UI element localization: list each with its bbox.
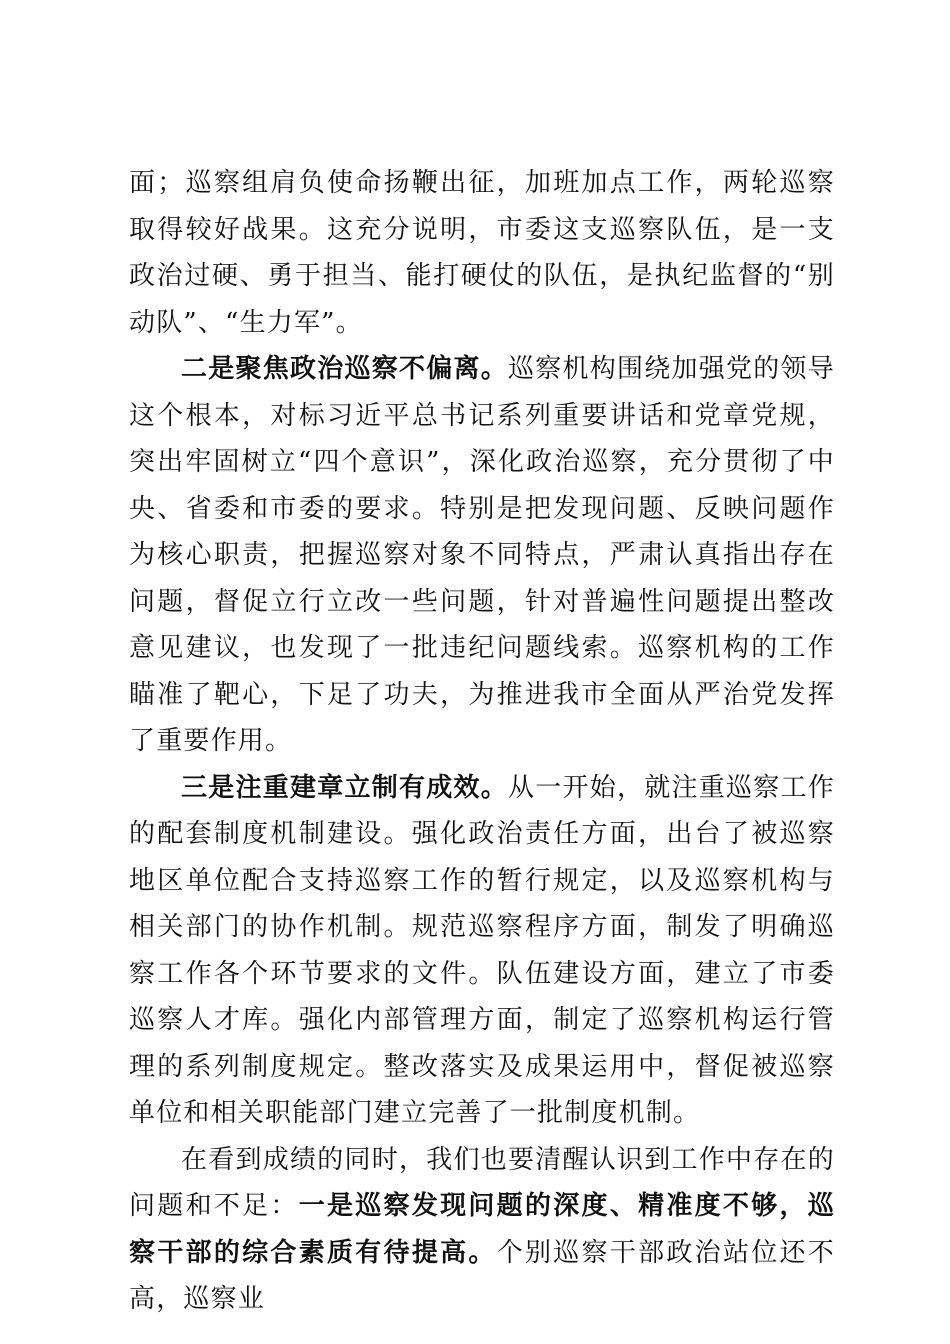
paragraph-heading: 一是巡察发现问题的深度、精准度不够，巡察干部的综合素质有待提高。 (129, 1191, 835, 1268)
paragraph-continuation (129, 160, 835, 346)
paragraph-heading: 三是注重建章立制有成效。 (181, 772, 509, 803)
paragraph-text: 面；巡察组肩负使命扬鞭出征，加班加点工作，两轮巡察取得较好战果。这充分说明，市委这支巡察队伍，是一支政治过硬、勇于担当、能打硬仗的队伍，是执纪监督的“别动队”、“生力军”。 (129, 168, 835, 338)
paragraph-institution-building (129, 765, 835, 1137)
paragraph-heading: 二是聚焦政治巡察不偏离。 (181, 354, 509, 384)
paragraph-text: 巡察机构围绕加强党的领导这个根本，对标习近平总书记系列重要讲话和党章党规，突出牢固树立“四个意识”，深化政治巡察，充分贯彻了中央、省委和市委的要求。特别是把发现问题、反映问题作为核心职责，把握巡察对象不同特点，严肃认真指出存在问题，督促立行立改一些问题，针对普遍性问题提出整改意见建议，也发现了一批违纪问题线索。巡察机构的工作瞄准了靶心，下足了功夫，为推进我市全面从严治党发挥了重要作用。 (129, 354, 835, 756)
paragraph-problems (129, 1137, 835, 1323)
paragraph-text: 个别巡察干部政治站位还不高，巡察业 (129, 1237, 835, 1314)
document-body (129, 160, 835, 1323)
paragraph-text: 从一开始，就注重巡察工作的配套制度机制建设。强化政治责任方面，出台了被巡察地区单位配合支持巡察工作的暂行规定，以及巡察机构与相关部门的协作机制。规范巡察程序方面，制发了明确巡察工作各个环节要求的文件。队伍建设方面，建立了市委巡察人才库。强化内部管理方面，制定了巡察机构运行管理的系列制度规定。整改落实及成果运用中，督促被巡察单位和相关职能部门建立完善了一批制度机制。 (129, 772, 835, 1128)
paragraph-political-inspection (129, 346, 835, 765)
paragraph-intro: 在看到成绩的同时，我们也要清醒认识到工作中存在的问题和不足： (129, 1144, 835, 1221)
